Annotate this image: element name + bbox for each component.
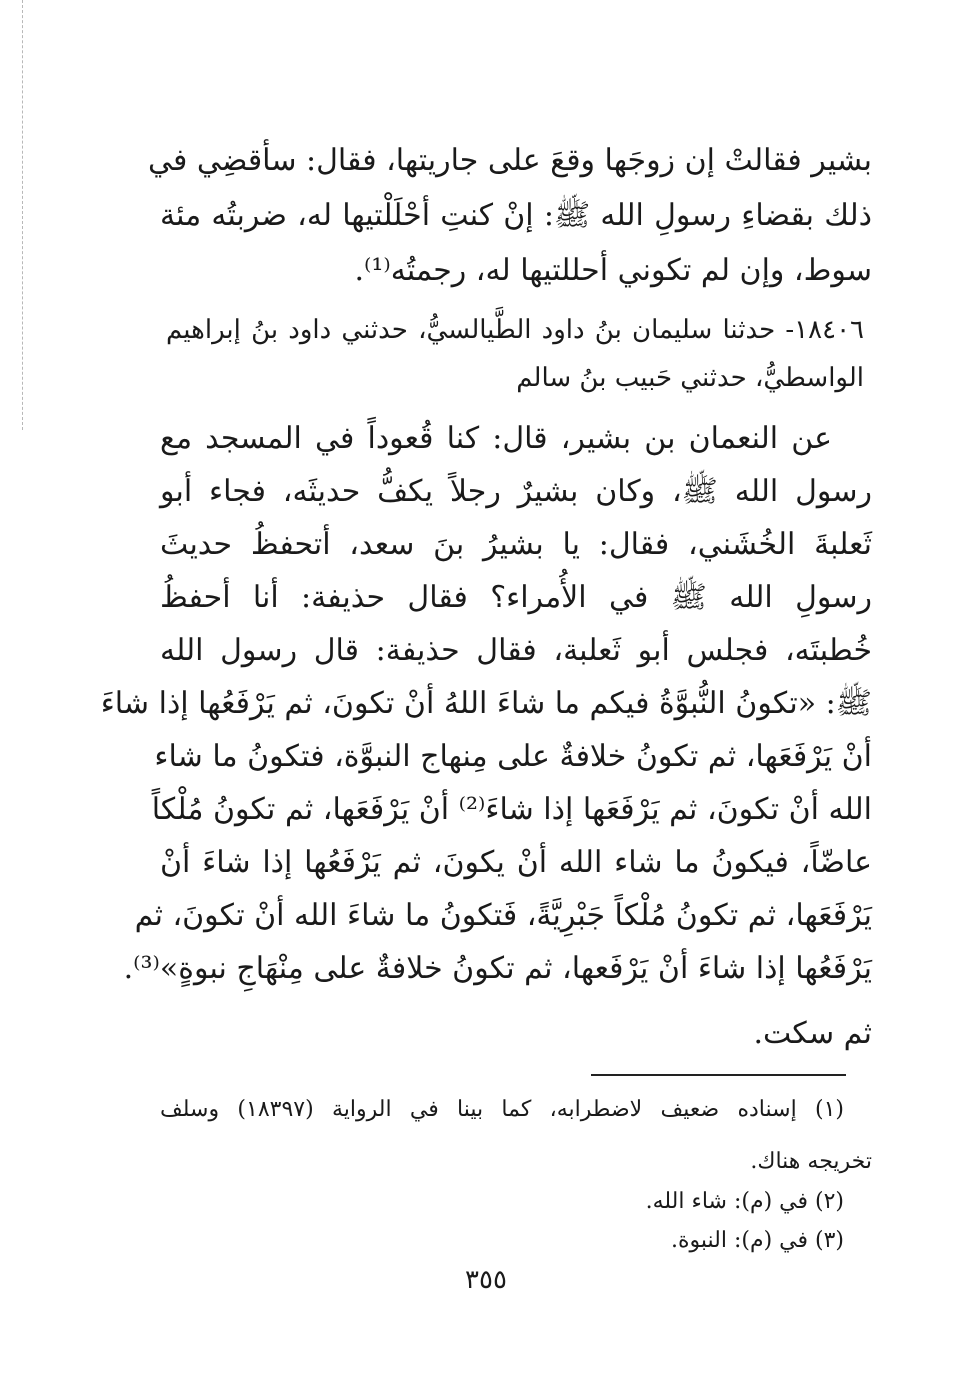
margin-guide-line [22, 0, 23, 430]
isnad-line: ١٨٤٠٦- حدثنا سليمان بنُ داود الطَّيالسيُّ، حدثني داود بنُ إبراهيم [166, 315, 864, 345]
hadith-line: ثَعلبةَ الخُشَني، فقال: يا بشيرُ بنَ سعد، أتحفظُ حديثَ [160, 527, 872, 562]
text-line: سوط، وإن لم تكوني أحللتيها له، رجمتُه⁽¹⁾. [354, 253, 872, 288]
text-line: ذلك بقضاءِ رسولِ الله ﷺ: إنْ كنتِ أحْلَلْتيها له، ضربتُه مئة [160, 198, 872, 233]
page-number: ٣٥٥ [465, 1265, 507, 1295]
footnote-line: (٣) في (م): النبوة. [670, 1228, 844, 1253]
hadith-line: رسولِ الله ﷺ في الأُمراء؟ فقال حذيفة: أنا أحفظُ [160, 580, 872, 615]
hadith-line: يَرْفَعُها إذا شاءَ أنْ يَرْفَعها، ثم تكونُ خلافةٌ على مِنْهَاجِ نبوةٍ»⁽³⁾. [123, 951, 872, 986]
isnad-line: الواسطيُّ، حدثني حَبيب بنُ سالم [516, 363, 864, 393]
hadith-line: عاضّاً، فيكونُ ما شاء الله أنْ يكونَ، ثم يَرْفَعُها إذا شاءَ أنْ [160, 845, 872, 880]
text-line: بشير فقالتْ إن زوجَها وقعَ على جاريتها، فقال: سأقضِي في [147, 143, 872, 178]
footnote-separator [591, 1074, 846, 1076]
hadith-line: يَرْفَعَها، ثم تكونُ مُلْكاً جَبْرِيَّةً، فَتكونُ ما شاءَ الله أنْ تكونَ، ثم [134, 898, 872, 933]
hadith-line: الله أنْ تكونَ، ثم يَرْفَعَها إذا شاءَ⁽²⁾ أنْ يَرْفَعَها، ثم تكونُ مُلْكاً [151, 792, 872, 827]
footnote-line: تخريجه هناك. [750, 1149, 872, 1174]
hadith-line: عن النعمان بن بشير، قال: كنا قُعوداً في المسجد مع [160, 421, 832, 456]
hadith-line: رسول الله ﷺ، وكان بشيرٌ رجلاً يكفُّ حديثَه، فجاء أبو [160, 474, 872, 509]
closing-line: ثم سكت. [753, 1016, 872, 1051]
hadith-line: ﷺ: «تكونُ النُّبوَّةُ فيكم ما شاءَ اللهُ أنْ تكونَ، ثم يَرْفَعُها إذا شاءَ [100, 686, 872, 721]
footnote-line: (١) إسناده ضعيف لاضطرابه، كما بينا في الرواية (١٨٣٩٧) وسلف [160, 1097, 844, 1122]
hadith-line: أنْ يَرْفَعَها، ثم تكونُ خلافةٌ على مِنهاج النبوَّة، فتكونُ ما شاء [154, 739, 872, 774]
footnote-line: (٢) في (م): شاء الله. [645, 1189, 844, 1214]
hadith-line: خُطبتَه، فجلس أبو ثَعلبة، فقال حذيفة: قال رسول الله [160, 633, 872, 668]
